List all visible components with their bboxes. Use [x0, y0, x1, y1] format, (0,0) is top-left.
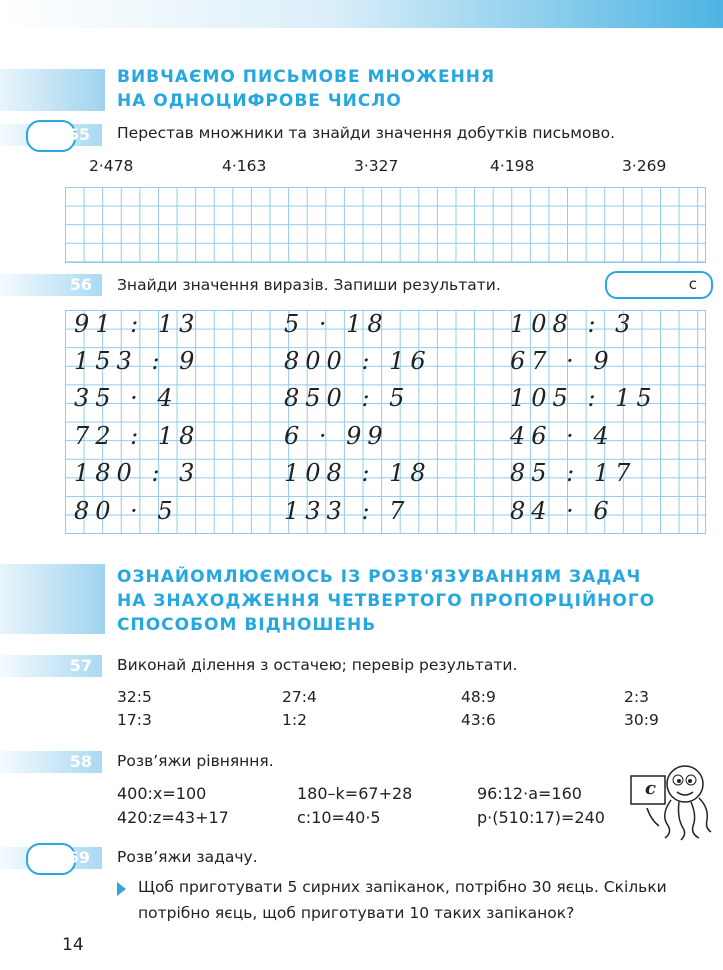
task-56-c5: 85 : 17: [510, 459, 637, 487]
task-57-r2-2: 1:2: [282, 711, 307, 729]
task-55-expr-1: 2·478: [89, 157, 134, 175]
task-55-writing-grid[interactable]: [65, 187, 706, 263]
task-58-r2-2: c:10=40·5: [297, 808, 381, 827]
bullet-triangle-icon: [117, 882, 126, 896]
task-57-r1-2: 27:4: [282, 688, 317, 706]
answer-unit: с: [688, 275, 697, 293]
task-56-a2: 153 : 9: [74, 347, 201, 375]
task-56-c4: 46 · 4: [510, 422, 615, 450]
task-56-b4: 6 · 99: [284, 422, 389, 450]
section-banner: [0, 69, 105, 111]
task-57-r2-1: 17:3: [117, 711, 152, 729]
task-59-text: Щоб приготувати 5 сирних запіканок, потрібно 30 яєць. Скільки потрібно яєць, щоб приготувати 10 таких запіканок?: [138, 878, 667, 922]
task-58-r1-1: 400:x=100: [117, 784, 207, 803]
answer-box[interactable]: [605, 271, 713, 299]
section-title-1-line-2: НА ОДНОЦИФРОВЕ ЧИСЛО: [117, 91, 402, 111]
task-57-r1-1: 32:5: [117, 688, 152, 706]
task-59-prompt: Розв’яжи задачу.: [117, 848, 258, 866]
task-58-r1-2: 180–k=67+28: [297, 784, 413, 803]
task-55-prompt: Перестав множники та знайди значення добутків письмово.: [117, 124, 616, 142]
task-56-c1: 108 : 3: [510, 310, 637, 338]
task-57-r2-4: 30:9: [624, 711, 659, 729]
task-number-55: 55: [0, 124, 102, 146]
top-decoration-bar: [0, 0, 723, 28]
task-56-prompt: Знайди значення виразів. Запиши результати.: [117, 276, 501, 294]
task-56-c6: 84 · 6: [510, 497, 615, 525]
section-title-2-line-1: ОЗНАЙОМЛЮЄМОСЬ ІЗ РОЗВ'ЯЗУВАННЯМ ЗАДАЧ: [117, 567, 642, 587]
task-number-57: 57: [0, 655, 102, 677]
page-number: 14: [62, 935, 84, 955]
section-title-2-line-2: НА ЗНАХОДЖЕННЯ ЧЕТВЕРТОГО ПРОПОРЦІЙНОГО: [117, 591, 656, 611]
task-56-a5: 180 : 3: [74, 459, 201, 487]
octopus-mascot-icon: [627, 762, 713, 842]
task-57-r1-4: 2:3: [624, 688, 649, 706]
task-56-a4: 72 : 18: [74, 422, 201, 450]
task-56-c2: 67 · 9: [510, 347, 615, 375]
section-banner-2: [0, 564, 105, 634]
task-57-r2-3: 43:6: [461, 711, 496, 729]
task-56-b2: 800 : 16: [284, 347, 432, 375]
task-55-expr-5: 3·269: [622, 157, 667, 175]
task-58-r2-1: 420:z=43+17: [117, 808, 229, 827]
task-56-b1: 5 · 18: [284, 310, 389, 338]
task-58-r2-3: p·(510:17)=240: [477, 808, 605, 827]
mascot-sign-letter: c: [645, 778, 656, 799]
task-57-prompt: Виконай ділення з остачею; перевір результати.: [117, 656, 518, 674]
task-55-expr-2: 4·163: [222, 157, 267, 175]
task-57-r1-3: 48:9: [461, 688, 496, 706]
task-number-59: 59: [0, 847, 102, 869]
task-56-b6: 133 : 7: [284, 497, 411, 525]
task-number-58: 58: [0, 751, 102, 773]
task-55-expr-3: 3·327: [354, 157, 399, 175]
task-58-prompt: Розв’яжи рівняння.: [117, 752, 274, 770]
section-title-1-line-1: ВИВЧАЄМО ПИСЬМОВЕ МНОЖЕННЯ: [117, 67, 496, 87]
section-title-2-line-3: СПОСОБОМ ВІДНОШЕНЬ: [117, 615, 377, 635]
task-55-expr-4: 4·198: [490, 157, 535, 175]
task-56-a3: 35 · 4: [74, 384, 179, 412]
task-56-b5: 108 : 18: [284, 459, 432, 487]
task-56-c3: 105 : 15: [510, 384, 658, 412]
task-56-a1: 91 : 13: [74, 310, 201, 338]
task-56-a6: 80 · 5: [74, 497, 179, 525]
task-56-b3: 850 : 5: [284, 384, 411, 412]
task-58-r1-3: 96:12·a=160: [477, 784, 582, 803]
task-number-56: 56: [0, 274, 102, 296]
